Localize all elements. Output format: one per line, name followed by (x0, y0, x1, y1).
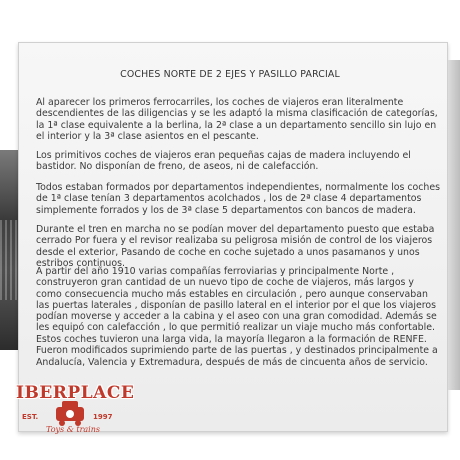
paragraph: A partir del año 1910 varias compañías ferroviarias y principalmente Norte , construyeron gran cantidad de un nuevo tipo de coche de viajeros, más largos y como consecuencia mucho más estables en circulación , pero aunque conservaban las puertas laterales , disponían de pasillo lateral en el interior por el que los viajeros podían moverse y acceder a la cabina y el aseo con una gran comodidad. Además se les equipó con calefacción , lo que permitió realizar un viaje mucho más confortable. (36, 266, 437, 334)
paragraph: Todos estaban formados por departamentos independientes, normalmente los coches de 1ª clase tenían 3 departamentos acolchados , los de 2ª clase 4 departamentos simplemente forrados y los de 3ª clase 5 departamentos con bancos de madera. (36, 182, 441, 216)
document-title: COCHES NORTE DE 2 EJES Y PASILLO PARCIAL (120, 69, 340, 80)
sheet-edge (448, 60, 460, 390)
logo-tagline: Toys & trains (46, 425, 100, 434)
logo-est: EST. (22, 413, 39, 421)
paragraph: Los primitivos coches de viajeros eran pequeñas cajas de madera incluyendo el bastidor. No disponían de freno, de aseos, ni de calefacción. (36, 150, 411, 173)
train-icon (50, 399, 90, 427)
paragraph: Al aparecer los primeros ferrocarriles, los coches de viajeros eran literalmente descendientes de las diligencias y se les adaptó la misma clasificación de categorías, la 1ª clase equivalente a la berlina, la 2ª clase a un departamento sencillo sin lujo en el interior y la 3ª clase asientos en el pescante. (36, 97, 438, 142)
paragraph: Durante el tren en marcha no se podían mover del departamento puesto que estaba cerrado Por fuera y el revisor realizaba su peligrosa misión de control de los viajeros desde el exterior, Pasando de coche en coche sujetado a unos pasamanos y unos estribos continuos. (36, 224, 435, 269)
logo-name: IBERPLACE (16, 383, 135, 403)
iberplace-logo (16, 383, 135, 445)
logo-year: 1997 (93, 413, 113, 421)
paragraph: Estos coches tuvieron una larga vida, la mayoría llegaron a la formación de RENFE. Fueron modificados suprimiendo parte de las puertas , y destinados principalmente a Andalucía, Valencia y Extremadura, después de más de cincuenta años de servicio. (36, 334, 438, 368)
